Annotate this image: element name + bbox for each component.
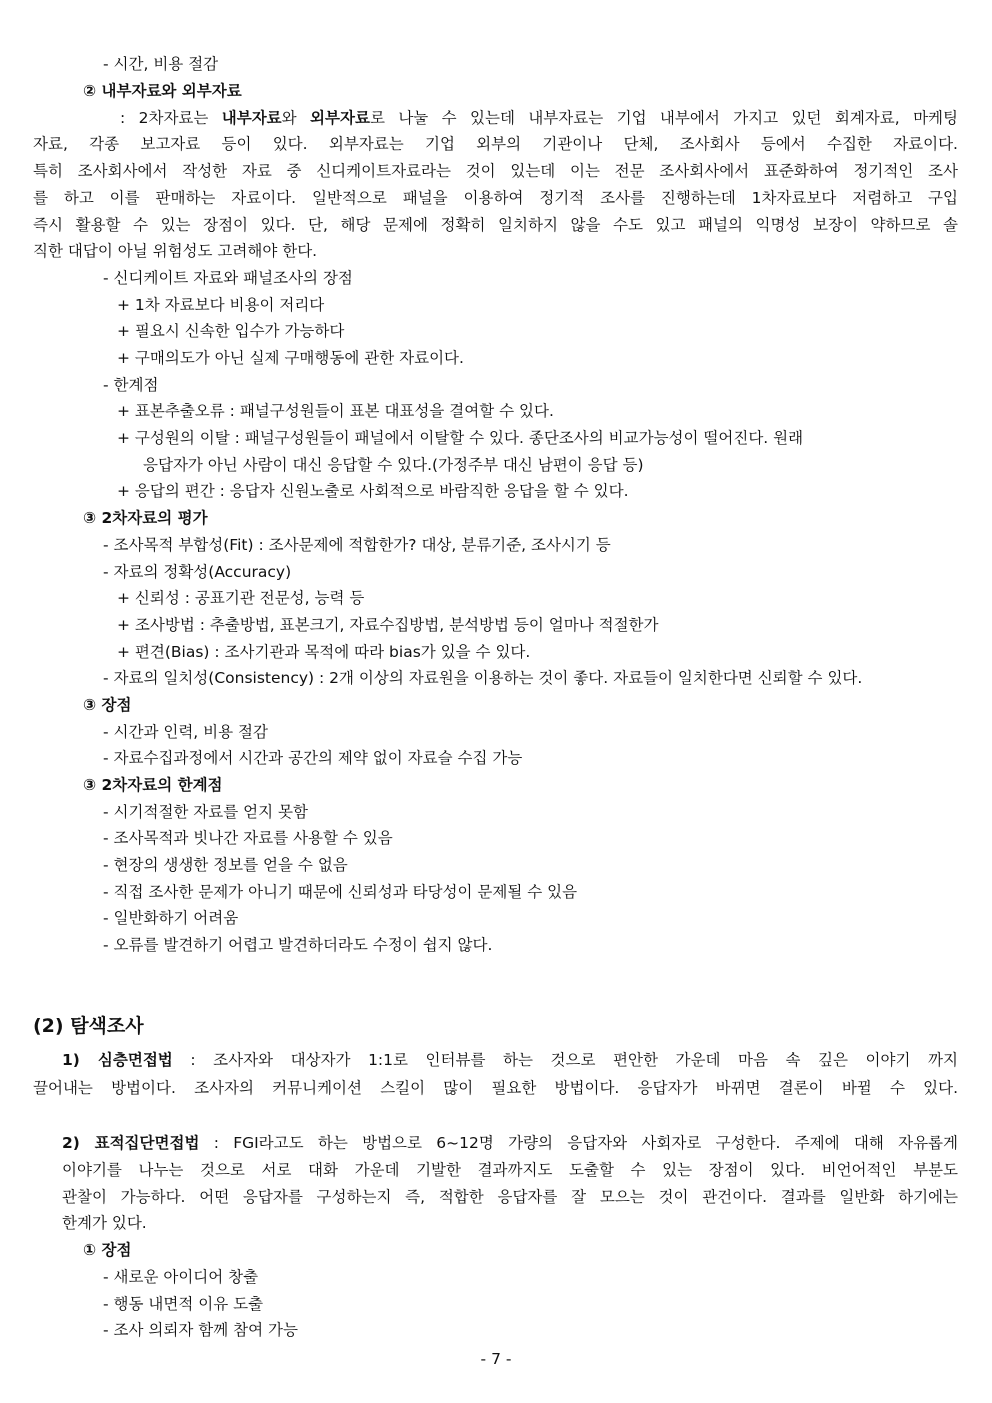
list-item: - 조사목적과 빗나간 자료를 사용할 수 있음 — [103, 829, 393, 847]
list-item: - 조사 의뢰자 함께 참여 가능 — [103, 1321, 298, 1339]
paragraph-line: 를 하고 이를 판매하는 자료이다. 일반적으로 패널을 이용하여 정기적 조사를 진행하는데 1차자료보다 저렴하고 구입 — [33, 189, 958, 207]
list-item: - 신디케이트 자료와 패널조사의 장점 — [103, 269, 353, 287]
list-item: - 시기적절한 자료를 얻지 못함 — [103, 803, 308, 821]
list-item: + 조사방법 : 추출방법, 표본크기, 자료수집방법, 분석방법 등이 얼마나 적절한가 — [117, 616, 659, 634]
list-item: + 구매의도가 아닌 실제 구매행동에 관한 자료이다. — [117, 349, 464, 367]
list-item: + 편견(Bias) : 조사기관과 목적에 따라 bias가 있을 수 있다. — [117, 643, 531, 661]
paragraph-line: 이야기를 나누는 것으로 서로 대화 가운데 기발한 결과까지도 도출할 수 있는 장점이 있다. 비언어적인 부분도 — [62, 1161, 958, 1179]
list-item: - 시간과 인력, 비용 절감 — [103, 723, 268, 741]
list-item: - 자료의 일치성(Consistency) : 2개 이상의 자료원을 이용하는 것이 좋다. 자료들이 일치한다면 신뢰할 수 있다. — [103, 669, 863, 687]
paragraph-line: 특히 조사회사에서 작성한 자료 중 신디케이트자료라는 것이 있는데 이는 전문 조사회사에서 표준화하여 정기적인 조사 — [33, 162, 958, 180]
section-heading-evaluation: ③ 2차자료의 평가 — [83, 509, 208, 527]
paragraph-line: 직한 대답이 아닐 위험성도 고려해야 한다. — [33, 242, 318, 260]
list-item: - 현장의 생생한 정보를 얻을 수 없음 — [103, 856, 348, 874]
list-item: + 구성원의 이탈 : 패널구성원들이 패널에서 이탈할 수 있다. 종단조사의 비교가능성이 떨어진다. 원래 — [117, 429, 804, 447]
list-item: + 1차 자료보다 비용이 저리다 — [117, 296, 325, 314]
list-item: - 행동 내면적 이유 도출 — [103, 1295, 264, 1313]
paragraph-line: 끌어내는 방법이다. 조사자의 커뮤니케이션 스킬이 많이 필요한 방법이다. 응답자가 바뀌면 결론이 바뀔 수 있다. — [33, 1079, 958, 1097]
paragraph-line: 1) 심층면접법 : 조사자와 대상자가 1:1로 인터뷰를 하는 것으로 편안한 가운데 마음 속 깊은 이야기 까지 — [62, 1051, 958, 1069]
paragraph-line: 한계가 있다. — [62, 1214, 147, 1232]
list-item: 응답자가 아닌 사람이 대신 응답할 수 있다.(가정주부 대신 남편이 응답 등) — [143, 456, 644, 474]
paragraph-line: 자료, 각종 보고자료 등이 있다. 외부자료는 기업 외부의 기관이나 단체, 조사회사 등에서 수집한 자료이다. — [33, 135, 958, 153]
list-item: - 시간, 비용 절감 — [103, 55, 219, 73]
paragraph-line: : 2차자료는 내부자료와 외부자료로 나눌 수 있는데 내부자료는 기업 내부에서 가지고 있던 회계자료, 마케팅 — [120, 109, 958, 127]
section-heading-advantages: ③ 장점 — [83, 696, 132, 714]
list-item: + 신뢰성 : 공표기관 전문성, 능력 등 — [117, 589, 365, 607]
list-item: - 조사목적 부합성(Fit) : 조사문제에 적합한가? 대상, 분류기준, 조사시기 등 — [103, 536, 611, 554]
section-heading-fgi-advantages: ① 장점 — [83, 1241, 132, 1259]
paragraph-line: 2) 표적집단면접법 : FGI라고도 하는 방법으로 6~12명 가량의 응답자와 사회자로 구성한다. 주제에 대해 자유롭게 — [62, 1134, 958, 1152]
list-item: - 한계점 — [103, 376, 159, 394]
paragraph-line: 즉시 활용할 수 있는 장점이 있다. 단, 해당 문제에 정확히 일치하지 않을 수도 있고 패널의 익명성 보장이 약하므로 솔 — [33, 216, 958, 234]
list-item: + 응답의 편간 : 응답자 신원노출로 사회적으로 바람직한 응답을 할 수 있다. — [117, 482, 629, 500]
list-item: - 자료의 정확성(Accuracy) — [103, 563, 292, 581]
list-item: - 자료수집과정에서 시간과 공간의 제약 없이 자료슬 수집 가능 — [103, 749, 523, 767]
list-item: + 필요시 신속한 입수가 가능하다 — [117, 322, 345, 340]
section-heading-limitations: ③ 2차자료의 한계점 — [83, 776, 223, 794]
list-item: - 오류를 발견하기 어렵고 발견하더라도 수정이 쉽지 않다. — [103, 936, 493, 954]
list-item: - 직접 조사한 문제가 아니기 때문에 신뢰성과 타당성이 문제될 수 있음 — [103, 883, 578, 901]
list-item: - 새로운 아이디어 창출 — [103, 1268, 259, 1286]
list-item: + 표본추출오류 : 패널구성원들이 표본 대표성을 결여할 수 있다. — [117, 402, 554, 420]
paragraph-line: 관찰이 가능하다. 어떤 응답자를 구성하는지 즉, 적합한 응답자를 잘 모으는 것이 관건이다. 결과를 일반화 하기에는 — [62, 1188, 958, 1206]
list-item: - 일반화하기 어려움 — [103, 909, 239, 927]
section-heading-internal-external: ② 내부자료와 외부자료 — [83, 82, 242, 100]
page-number: - 7 - — [480, 1350, 512, 1368]
section-heading-exploratory: (2) 탐색조사 — [33, 1015, 144, 1037]
